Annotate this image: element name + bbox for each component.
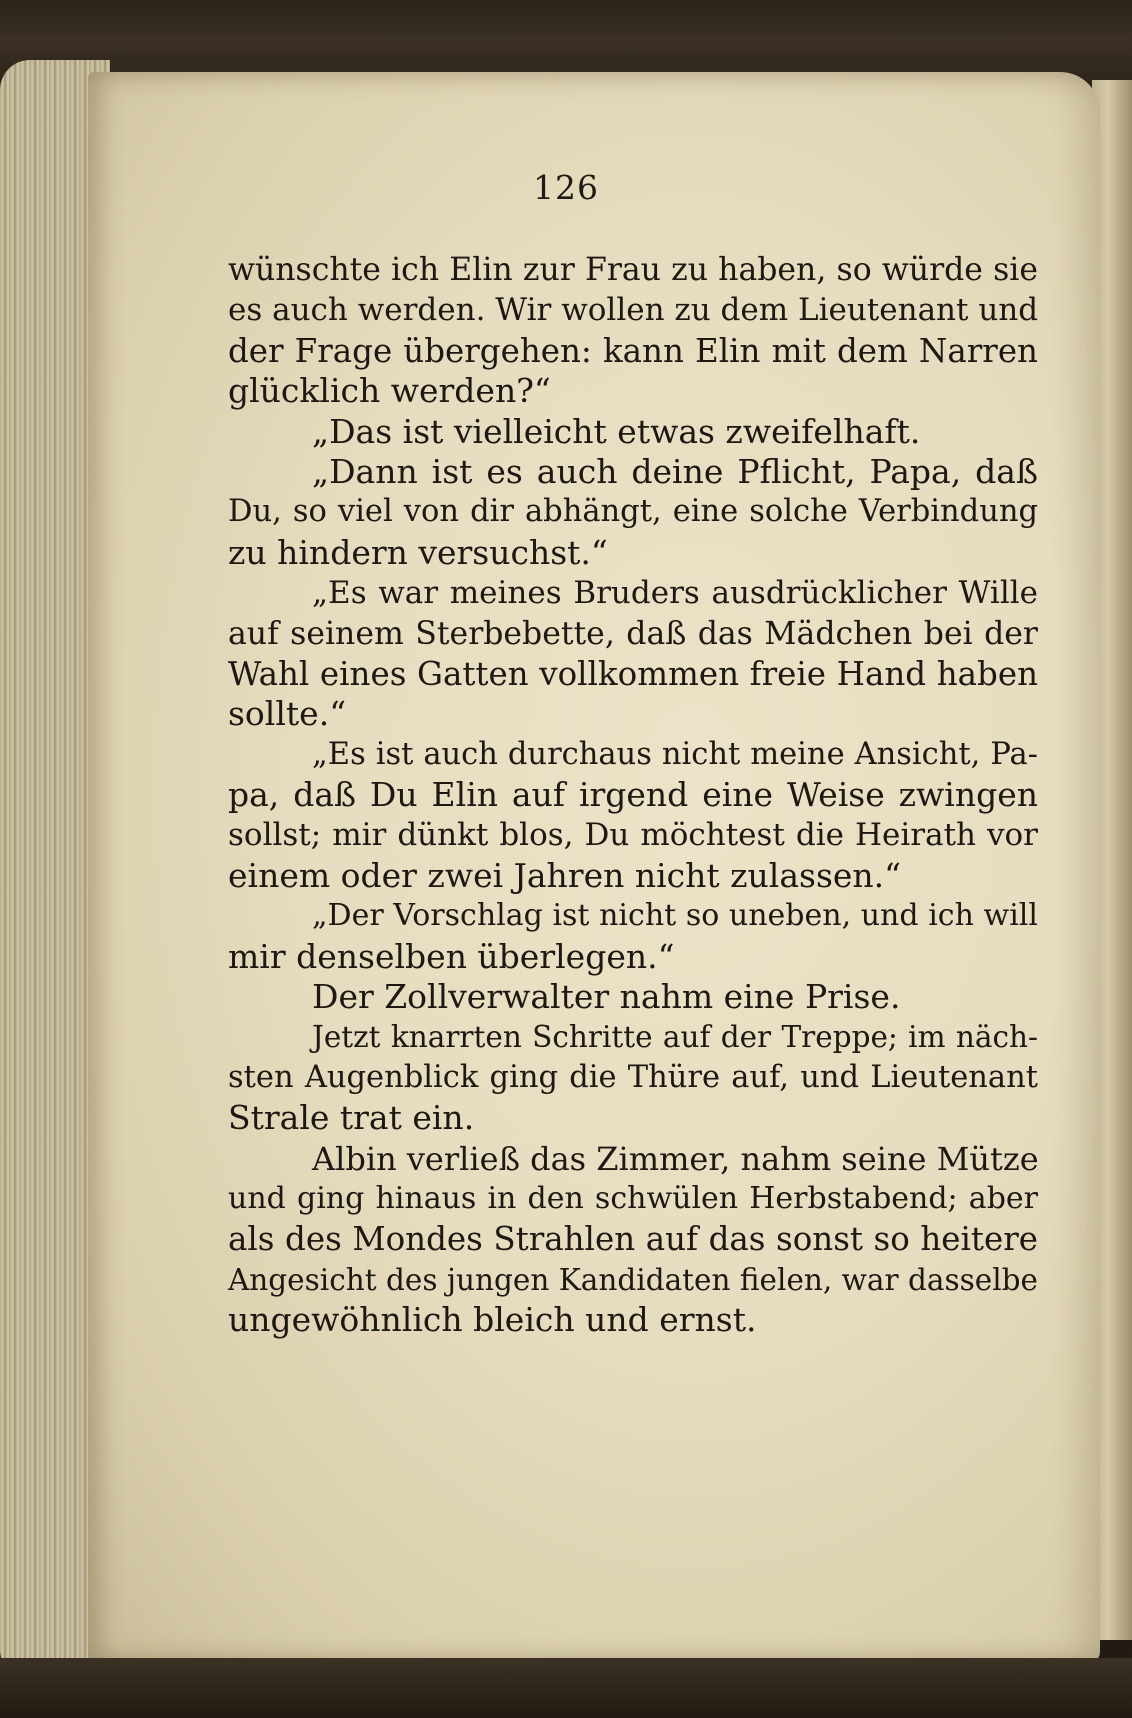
text-line: Wahl eines Gatten vollkommen freie Hand haben: [228, 654, 1038, 693]
text-line: „Das ist vielleicht etwas zweifelhaft.: [312, 411, 921, 451]
text-line: pa, daß Du Elin auf irgend eine Weise zwingen: [228, 775, 1038, 815]
text-line: Jetzt knarrten Schritte auf der Treppe; im näch-: [312, 1020, 1038, 1055]
text-line: zu hindern versuchst.“: [228, 532, 608, 572]
page-number: 126: [533, 168, 599, 207]
text-line: als des Mondes Strahlen auf das sonst so heitere: [228, 1220, 1038, 1259]
text-line: wünschte ich Elin zur Frau zu haben, so würde sie: [228, 252, 1038, 288]
text-line: mir denselben überlegen.“: [228, 936, 675, 976]
text-line: ungewöhnlich bleich und ernst.: [228, 1300, 757, 1340]
binding-shadow: [0, 1658, 1132, 1718]
text-line: Der Zollverwalter nahm eine Prise.: [312, 977, 901, 1017]
text-line: sollte.“: [228, 694, 347, 734]
text-line: einem oder zwei Jahren nicht zulassen.“: [228, 855, 902, 895]
text-line: sollst; mir dünkt blos, Du möchtest die Heirath vor: [228, 817, 1038, 854]
text-line: „Es ist auch durchaus nicht meine Ansicht, Pa-: [312, 736, 1038, 772]
text-line: Strale trat ein.: [228, 1098, 475, 1138]
text-line: „Es war meines Bruders ausdrücklicher Wille: [312, 575, 1038, 612]
text-line: „Dann ist es auch deine Pflicht, Papa, daß: [312, 451, 1038, 491]
text-line: „Der Vorschlag ist nicht so uneben, und ich will: [312, 898, 1038, 934]
text-line: es auch werden. Wir wollen zu dem Lieutenant und: [228, 292, 1039, 329]
body-text: [228, 250, 1038, 1341]
text-line: und ging hinaus in den schwülen Herbstabend; aber: [228, 1180, 1038, 1216]
text-line: Du, so viel von dir abhängt, eine solche Verbindung: [228, 494, 1038, 530]
text-line: auf seinem Sterbebette, daß das Mädchen bei der: [228, 615, 1038, 652]
text-line: Albin verließ das Zimmer, nahm seine Mütze: [312, 1139, 1039, 1178]
text-line: der Frage übergehen: kann Elin mit dem Narren: [228, 331, 1038, 370]
text-line: Angesicht des jungen Kandidaten fielen, war dasselbe: [228, 1262, 1038, 1297]
text-line: glücklich werden?“: [228, 371, 551, 411]
text-line: sten Augenblick ging die Thüre auf, und Lieutenant: [228, 1059, 1038, 1095]
